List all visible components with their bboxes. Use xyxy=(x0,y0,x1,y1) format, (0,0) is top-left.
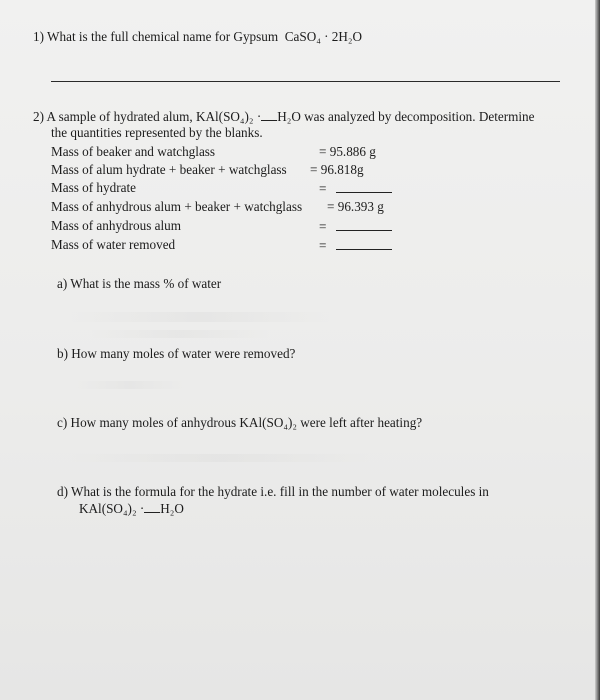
question-2-intro-b: H₂O was analyzed by decomposition. Determine xyxy=(277,109,535,124)
question-2-intro-line-2: the quantities represented by the blanks. xyxy=(51,125,263,140)
row-value-anhydrous-alum xyxy=(319,218,392,235)
question-2-intro-a: 2) A sample of hydrated alum, KAl(SO₄)₂ · xyxy=(33,109,262,124)
question-1-text: 1) What is the full chemical name for Gypsum xyxy=(33,29,279,44)
equals-sign: = xyxy=(319,238,327,253)
row-label-anhydrous-total: Mass of anhydrous alum + beaker + watchglass xyxy=(51,199,303,214)
question-1-formula: CaSO₄ · 2H₂O xyxy=(284,29,363,44)
bleed-through-mark xyxy=(70,454,370,462)
part-d-formula-b: H₂O xyxy=(160,501,184,516)
row-label-anhydrous-alum: Mass of anhydrous alum xyxy=(51,218,182,233)
page-shadow-edge xyxy=(595,0,600,700)
anhydrous-alum-blank[interactable] xyxy=(336,218,392,231)
row-value-anhydrous-total: = 96.393 g xyxy=(327,199,384,214)
row-value-water-removed xyxy=(319,237,392,254)
bleed-through-mark xyxy=(70,312,330,322)
equals-sign: = xyxy=(319,181,327,196)
row-value-mass-hydrate xyxy=(319,180,392,197)
bleed-through-mark xyxy=(90,330,270,338)
row-label-beaker-watchglass: Mass of beaker and watchglass xyxy=(51,144,216,159)
row-label-water-removed: Mass of water removed xyxy=(51,237,176,252)
hydrate-water-blank[interactable] xyxy=(261,108,277,121)
part-c-question: c) How many moles of anhydrous KAl(SO₄)₂ were left after heating? xyxy=(57,415,423,430)
equals-sign: = xyxy=(319,219,327,234)
part-b-question: b) How many moles of water were removed? xyxy=(57,346,296,361)
part-d-question-line-2 xyxy=(79,500,184,517)
part-d-question-line-1: d) What is the formula for the hydrate i.e. fill in the number of water molecules in xyxy=(57,484,489,499)
row-value-beaker-watchglass: = 95.886 g xyxy=(319,144,376,159)
question-2-intro xyxy=(33,108,535,125)
row-value-alum-hydrate-total: = 96.818g xyxy=(310,162,364,177)
part-d-water-blank[interactable] xyxy=(144,500,160,513)
answer-line-1[interactable] xyxy=(51,81,560,82)
part-a-question: a) What is the mass % of water xyxy=(57,276,222,291)
row-label-mass-hydrate: Mass of hydrate xyxy=(51,180,136,195)
question-1 xyxy=(33,29,362,45)
part-d-formula-a: KAl(SO₄)₂ · xyxy=(79,501,145,516)
mass-hydrate-blank[interactable] xyxy=(336,180,392,193)
water-removed-blank[interactable] xyxy=(336,237,392,250)
row-label-alum-hydrate-total: Mass of alum hydrate + beaker + watchglass xyxy=(51,162,287,177)
bleed-through-mark xyxy=(75,381,185,389)
